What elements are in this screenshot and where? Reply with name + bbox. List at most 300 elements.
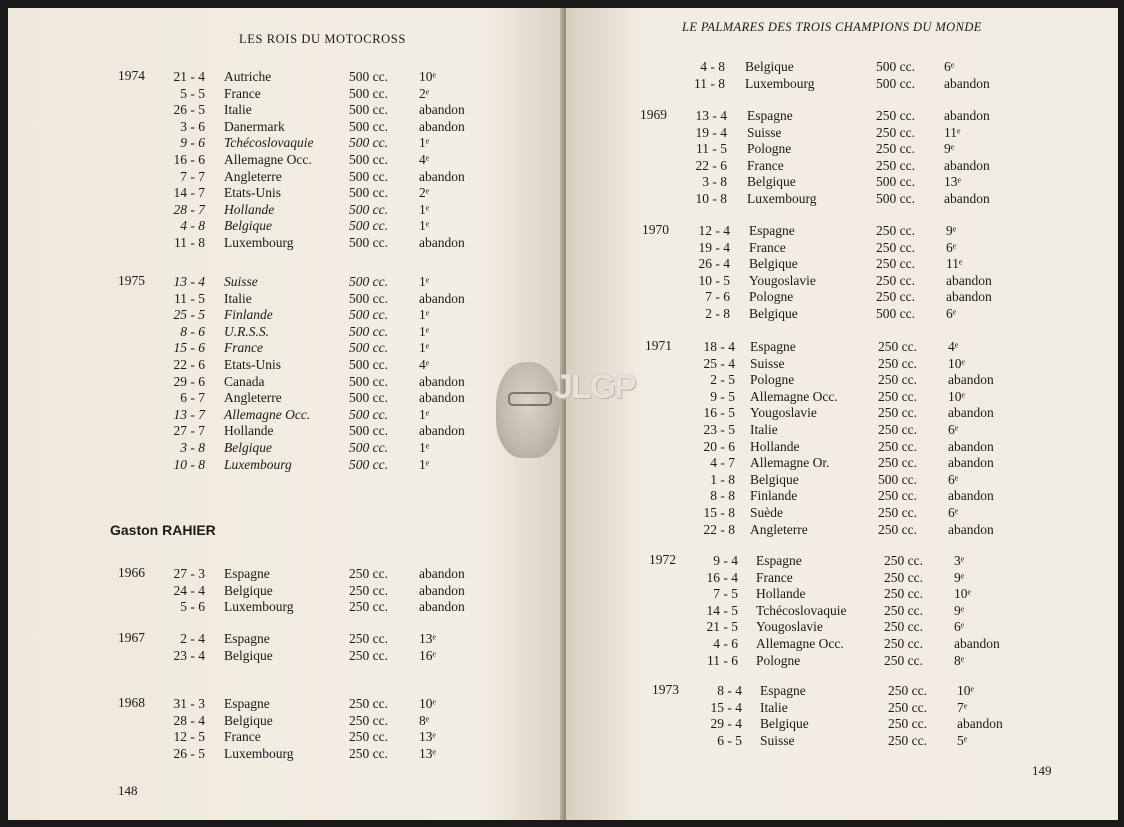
race-result: 4ᵉ [419,152,430,167]
race-result: 6ᵉ [944,59,955,74]
race-result: 7ᵉ [957,700,968,715]
race-date: 13 - 7 [173,407,205,422]
engine-class: 500 cc. [349,291,388,306]
race-country: Belgique [747,174,796,189]
race-country: Espagne [747,108,793,123]
race-result: 6ᵉ [946,306,957,321]
race-result: 10ᵉ [948,356,965,371]
engine-class: 500 cc. [349,69,388,84]
season-year: 1970 [642,222,669,237]
race-result: 1ᵉ [419,407,430,422]
right-running-header: LE PALMARES DES TROIS CHAMPIONS DU MONDE [682,20,982,34]
race-result: 1ᵉ [419,340,430,355]
race-result: 13ᵉ [944,174,961,189]
race-date: 15 - 6 [173,340,205,355]
engine-class: 250 cc. [878,522,917,537]
race-country: Suisse [747,125,782,140]
race-result: abandon [946,289,992,304]
race-result: abandon [419,566,465,581]
race-date: 14 - 7 [173,185,205,200]
race-result: abandon [948,439,994,454]
race-date: 4 - 7 [710,455,735,470]
season-year: 1969 [640,107,667,122]
race-country: Belgique [224,218,272,233]
race-result: 6ᵉ [948,422,959,437]
race-result: abandon [944,158,990,173]
result-row [0,438,1124,455]
result-row [0,124,1124,141]
race-result: 4ᵉ [948,339,959,354]
engine-class: 250 cc. [349,631,388,646]
engine-class: 250 cc. [876,108,915,123]
engine-class: 500 cc. [349,374,388,389]
engine-class: 500 cc. [349,274,388,289]
race-date: 9 - 4 [713,553,738,568]
engine-class: 250 cc. [349,583,388,598]
race-date: 31 - 3 [173,696,205,711]
race-result: abandon [948,488,994,503]
race-country: Belgique [750,472,799,487]
race-date: 4 - 6 [713,636,738,651]
race-result: abandon [946,273,992,288]
race-date: 22 - 6 [695,158,727,173]
race-country: France [747,158,784,173]
race-result: 1ᵉ [419,218,430,233]
race-result: 6ᵉ [948,505,959,520]
race-result: 8ᵉ [419,713,430,728]
result-row [0,732,1124,749]
race-date: 7 - 6 [705,289,730,304]
race-country: Pologne [756,653,801,668]
engine-class: 500 cc. [349,218,388,233]
race-country: Yougoslavie [750,405,817,420]
race-country: Belgique [224,648,273,663]
race-date: 3 - 8 [180,440,205,455]
race-result: abandon [957,716,1003,731]
race-date: 25 - 5 [173,307,205,322]
engine-class: 500 cc. [349,202,388,217]
race-result: 1ᵉ [419,135,430,150]
race-result: 1ᵉ [419,324,430,339]
engine-class: 250 cc. [884,586,923,601]
rider-heading: Gaston RAHIER [110,522,216,538]
race-country: Autriche [224,69,272,84]
race-date: 27 - 3 [173,566,205,581]
race-result: abandon [948,372,994,387]
engine-class: 250 cc. [876,289,915,304]
engine-class: 250 cc. [878,505,917,520]
race-date: 10 - 8 [695,191,727,206]
result-row [0,371,1124,388]
race-date: 3 - 8 [702,174,727,189]
engine-class: 250 cc. [349,566,388,581]
race-country: Belgique [224,713,273,728]
race-result: 4ᵉ [419,357,430,372]
result-row [0,190,1124,207]
engine-class: 500 cc. [876,59,915,74]
result-row [0,552,1124,569]
race-result: 1ᵉ [419,457,430,472]
engine-class: 500 cc. [349,119,388,134]
result-row [0,305,1124,322]
season-year: 1973 [652,682,679,697]
race-country: Hollande [224,202,275,217]
race-country: Hollande [224,423,274,438]
left-page-number: 148 [118,783,138,798]
result-row [0,140,1124,157]
race-date: 10 - 5 [698,273,730,288]
engine-class: 500 cc. [349,135,388,150]
race-result: 8ᵉ [954,653,965,668]
race-country: Allemagne Occ. [750,389,838,404]
race-date: 13 - 4 [173,274,205,289]
race-date: 11 - 8 [174,235,205,250]
engine-class: 250 cc. [349,729,388,744]
race-result: abandon [419,599,465,614]
season-year: 1971 [645,338,672,353]
race-country: Italie [224,102,252,117]
engine-class: 250 cc. [884,553,923,568]
race-date: 8 - 8 [710,488,735,503]
race-country: Pologne [747,141,792,156]
engine-class: 250 cc. [878,372,917,387]
race-country: Belgique [224,440,272,455]
race-country: Luxembourg [747,191,817,206]
engine-class: 250 cc. [878,356,917,371]
race-date: 26 - 5 [173,746,205,761]
race-date: 15 - 8 [703,505,735,520]
result-row [0,75,1124,92]
race-country: Canada [224,374,265,389]
race-date: 16 - 4 [706,570,738,585]
jlgp-logo-watermark: JLGP [554,368,635,406]
engine-class: 500 cc. [349,169,388,184]
engine-class: 250 cc. [888,700,927,715]
race-date: 14 - 5 [706,603,738,618]
race-result: 10ᵉ [954,586,971,601]
race-country: Luxembourg [224,599,294,614]
race-result: 3ᵉ [954,553,965,568]
race-date: 2 - 5 [710,372,735,387]
race-result: 1ᵉ [419,440,430,455]
race-country: Luxembourg [224,457,292,472]
race-result: abandon [944,191,990,206]
result-row [0,404,1124,421]
race-result: abandon [419,291,465,306]
season-year: 1974 [118,68,145,83]
race-date: 21 - 5 [706,619,738,634]
race-result: 1ᵉ [419,307,430,322]
race-date: 28 - 7 [173,202,205,217]
race-date: 19 - 4 [695,125,727,140]
engine-class: 250 cc. [349,696,388,711]
result-row [0,569,1124,586]
result-row [0,699,1124,716]
race-date: 16 - 5 [703,405,735,420]
engine-class: 250 cc. [878,455,917,470]
race-result: 10ᵉ [419,696,436,711]
race-country: Angleterre [224,390,282,405]
season-year: 1966 [118,565,145,580]
race-country: Espagne [750,339,796,354]
race-result: 2ᵉ [419,86,430,101]
engine-class: 250 cc. [878,339,917,354]
race-date: 26 - 4 [698,256,730,271]
result-row [0,239,1124,256]
engine-class: 500 cc. [349,440,388,455]
race-date: 9 - 6 [180,135,205,150]
engine-class: 250 cc. [349,599,388,614]
race-country: Italie [224,291,252,306]
race-date: 25 - 4 [703,356,735,371]
race-date: 1 - 8 [710,472,735,487]
engine-class: 250 cc. [349,713,388,728]
race-result: 11ᵉ [944,125,961,140]
race-result: 6ᵉ [954,619,965,634]
engine-class: 500 cc. [876,306,915,321]
engine-class: 250 cc. [876,256,915,271]
race-date: 28 - 4 [173,713,205,728]
race-date: 22 - 6 [173,357,205,372]
race-result: 10ᵉ [419,69,436,84]
engine-class: 250 cc. [876,273,915,288]
engine-class: 500 cc. [349,102,388,117]
race-date: 8 - 4 [717,683,742,698]
race-date: 11 - 8 [694,76,725,91]
result-row [0,715,1124,732]
race-country: Angleterre [224,169,282,184]
race-result: abandon [419,423,465,438]
race-result: abandon [419,390,465,405]
race-date: 29 - 6 [173,374,205,389]
race-country: Pologne [749,289,794,304]
race-result: 13ᵉ [419,631,436,646]
race-country: Allemagne Occ. [756,636,844,651]
race-result: abandon [419,102,465,117]
race-result: abandon [948,455,994,470]
race-country: Allemagne Occ. [224,152,312,167]
result-row [0,222,1124,239]
race-country: Italie [750,422,778,437]
race-date: 21 - 4 [173,69,205,84]
race-country: Belgique [224,583,273,598]
race-country: France [224,340,263,355]
race-date: 7 - 7 [180,169,205,184]
result-row [0,173,1124,190]
race-date: 10 - 8 [173,457,205,472]
engine-class: 250 cc. [876,223,915,238]
result-row [0,58,1124,75]
race-country: Yougoslavie [749,273,816,288]
engine-class: 500 cc. [349,340,388,355]
race-country: Espagne [224,631,270,646]
engine-class: 500 cc. [349,86,388,101]
race-date: 6 - 5 [717,733,742,748]
race-result: abandon [954,636,1000,651]
race-date: 11 - 5 [696,141,727,156]
race-result: 11ᵉ [946,256,963,271]
engine-class: 250 cc. [878,405,917,420]
race-result: 13ᵉ [419,746,436,761]
result-row [0,388,1124,405]
result-row [0,504,1124,521]
engine-class: 500 cc. [349,307,388,322]
engine-class: 250 cc. [884,603,923,618]
result-row [0,635,1124,652]
race-country: Belgique [760,716,809,731]
engine-class: 250 cc. [878,439,917,454]
result-row [0,618,1124,635]
engine-class: 500 cc. [876,174,915,189]
race-country: France [224,86,261,101]
race-date: 13 - 4 [695,108,727,123]
race-date: 23 - 5 [703,422,735,437]
season-year: 1975 [118,273,145,288]
race-country: Suisse [750,356,785,371]
engine-class: 250 cc. [884,653,923,668]
race-country: France [756,570,793,585]
race-country: Yougoslavie [756,619,823,634]
engine-class: 500 cc. [349,152,388,167]
race-result: 1ᵉ [419,274,430,289]
race-date: 5 - 6 [180,599,205,614]
race-result: abandon [419,583,465,598]
engine-class: 500 cc. [349,185,388,200]
race-result: abandon [419,169,465,184]
race-date: 12 - 5 [173,729,205,744]
race-result: abandon [948,522,994,537]
race-country: Hollande [750,439,800,454]
race-country: Tchécoslovaquie [224,135,314,150]
season-year: 1968 [118,695,145,710]
result-row [0,107,1124,124]
result-row [0,454,1124,471]
race-country: Belgique [745,59,794,74]
engine-class: 250 cc. [888,716,927,731]
race-country: Espagne [756,553,802,568]
race-date: 23 - 4 [173,648,205,663]
race-country: Belgique [749,256,798,271]
race-date: 2 - 8 [705,306,730,321]
race-result: 9ᵉ [946,223,957,238]
result-row [0,421,1124,438]
race-country: Espagne [224,696,270,711]
race-date: 27 - 7 [173,423,205,438]
race-date: 5 - 5 [180,86,205,101]
race-result: 13ᵉ [419,729,436,744]
engine-class: 500 cc. [349,390,388,405]
race-date: 18 - 4 [703,339,735,354]
race-result: 9ᵉ [954,570,965,585]
race-country: Tchécoslovaquie [756,603,847,618]
race-result: abandon [948,405,994,420]
race-date: 3 - 6 [180,119,205,134]
right-page-number: 149 [1032,763,1052,778]
race-country: Hollande [756,586,806,601]
season-year: 1967 [118,630,145,645]
engine-class: 250 cc. [349,648,388,663]
race-date: 11 - 5 [174,291,205,306]
result-row [0,157,1124,174]
result-row [0,521,1124,538]
race-country: Espagne [749,223,795,238]
race-country: Suisse [224,274,258,289]
race-country: Finlande [750,488,798,503]
engine-class: 500 cc. [349,357,388,372]
race-date: 11 - 6 [707,653,738,668]
race-country: Espagne [760,683,806,698]
race-result: 10ᵉ [948,389,965,404]
race-date: 20 - 6 [703,439,735,454]
race-country: Danermark [224,119,285,134]
race-country: Etats-Unis [224,185,281,200]
race-country: Allemagne Occ. [224,407,311,422]
race-result: abandon [419,374,465,389]
race-result: 6ᵉ [948,472,959,487]
race-result: 9ᵉ [944,141,955,156]
race-country: U.R.S.S. [224,324,269,339]
race-date: 24 - 4 [173,583,205,598]
result-row [0,272,1124,289]
race-result: 6ᵉ [946,240,957,255]
race-country: France [224,729,261,744]
race-country: Allemagne Or. [750,455,830,470]
race-result: 5ᵉ [957,733,968,748]
race-result: 1ᵉ [419,202,430,217]
race-result: abandon [419,119,465,134]
race-country: Suisse [760,733,795,748]
engine-class: 250 cc. [878,389,917,404]
engine-class: 500 cc. [349,457,388,472]
engine-class: 500 cc. [349,407,388,422]
race-country: France [749,240,786,255]
result-row [0,487,1124,504]
race-result: abandon [944,76,990,91]
engine-class: 500 cc. [349,423,388,438]
race-date: 12 - 4 [698,223,730,238]
engine-class: 250 cc. [884,619,923,634]
result-row [0,288,1124,305]
race-date: 7 - 5 [713,586,738,601]
engine-class: 250 cc. [884,570,923,585]
result-row [0,355,1124,372]
engine-class: 250 cc. [349,746,388,761]
left-running-header: LES ROIS DU MOTOCROSS [239,32,406,46]
result-row [0,602,1124,619]
result-row [0,585,1124,602]
engine-class: 250 cc. [884,636,923,651]
result-row [0,682,1124,699]
engine-class: 500 cc. [876,76,915,91]
race-country: Italie [760,700,788,715]
race-country: Finlande [224,307,273,322]
race-country: Luxembourg [224,746,294,761]
race-country: Pologne [750,372,795,387]
race-country: Belgique [749,306,798,321]
race-date: 4 - 8 [700,59,725,74]
race-country: Luxembourg [224,235,294,250]
race-result: 16ᵉ [419,648,436,663]
result-row [0,338,1124,355]
race-result: abandon [944,108,990,123]
engine-class: 250 cc. [876,125,915,140]
race-result: abandon [419,235,465,250]
race-result: 10ᵉ [957,683,974,698]
engine-class: 250 cc. [888,733,927,748]
race-date: 26 - 5 [173,102,205,117]
engine-class: 250 cc. [878,422,917,437]
race-result: 9ᵉ [954,603,965,618]
